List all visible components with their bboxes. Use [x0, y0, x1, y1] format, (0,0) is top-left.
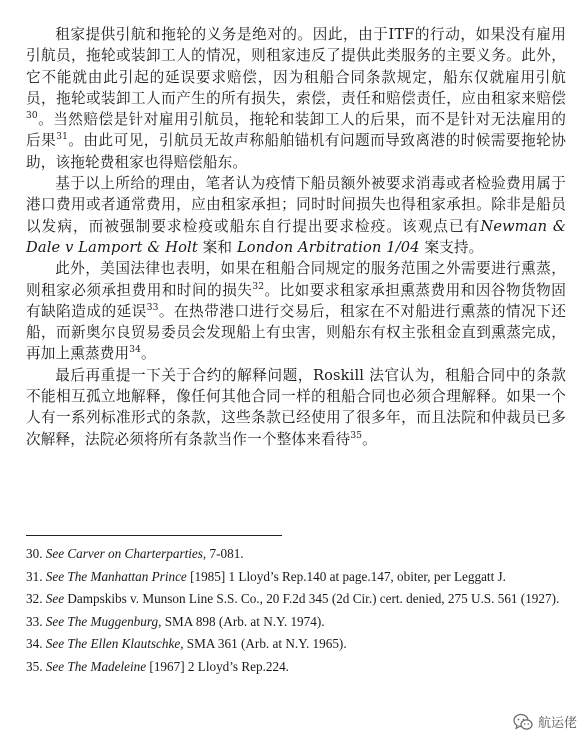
footnote-35 [26, 656, 566, 679]
footnote-31 [26, 566, 566, 589]
text-run: , SMA 361 (Arb. at N.Y. 1965). [180, 636, 347, 651]
paragraph-us-law-fumigation [26, 258, 566, 364]
text-run: Dampskibs v. Munson Line S.S. Co., 20 F.2d 345 (2d Cir.) cert. denied, 275 U.S. 561 (1927). [64, 591, 560, 606]
text-run: 。比如要求租家承担熏蒸费用和因谷物货物固有缺陷造成的延误 [26, 281, 566, 320]
text-run: 32. [26, 591, 46, 606]
text-run: 31. [26, 568, 46, 584]
text-run: [1967] 2 Lloyd’s Rep.224. [146, 658, 289, 674]
text-run: 案支持。 [419, 238, 484, 256]
text-run: 30. [26, 546, 46, 561]
case-citation: See [45, 591, 65, 606]
case-citation: See The Madeleine [45, 658, 147, 674]
text-run: 34. [26, 636, 46, 651]
text-run: 。 [140, 345, 156, 363]
text-run: 租家提供引航和拖轮的义务是绝对的。因此，由于ITF的行动，如果没有雇用引航员，拖轮或装卸工人的情况，则租家违反了提供此类服务的主要义务。此外，它不能就由此引起的延误要求赔偿，因为租船合同条款规定，船东仅就雇用引航员，拖轮或装卸工人而产生的所有损失，索偿，责任和赔偿责任，应由租家来赔偿 [26, 26, 566, 107]
footnote-divider [26, 535, 282, 536]
footnote-ref: 30 [26, 111, 38, 122]
case-citation: See The Muggenburg [45, 613, 159, 629]
footnote-ref: 33 [146, 303, 159, 313]
case-citation: London Arbitration 1/04 [236, 238, 420, 256]
paragraph-author-opinion [26, 173, 566, 258]
footnote-30 [26, 543, 566, 566]
footnote-ref: 34 [129, 345, 141, 356]
watermark [513, 712, 577, 731]
footnote-32 [26, 588, 566, 611]
footnote-33 [26, 611, 566, 634]
paragraph-pilot-tug-obligation [26, 24, 566, 173]
text-run: 35. [26, 658, 46, 674]
footnote-ref: 31 [56, 132, 68, 143]
body-text [26, 24, 566, 450]
text-run: 。由此可见，引航员无故声称船舶锚机有问题而导致离港的时候需要拖轮协助，该拖轮费租家也得赔偿船东。 [26, 132, 566, 171]
watermark-label: 航运佬 [537, 716, 577, 731]
text-run: 33. [26, 613, 46, 629]
text-run: 。 [362, 430, 377, 448]
text-run: [1985] 1 Lloyd’s Rep.140 at page.147, obiter, per Leggatt J. [186, 568, 506, 584]
case-citation: See The Ellen Klautschke [45, 636, 181, 651]
text-run: , 7-081. [202, 546, 244, 561]
case-citation: See Carver on Charterparties [45, 546, 203, 561]
text-run: , SMA 898 (Arb. at N.Y. 1974). [158, 613, 325, 629]
footnote-ref: 35 [350, 430, 363, 441]
footnote-ref: 32 [252, 281, 265, 292]
text-run: 此外，美国法律也表明，如果在租船合同规定的服务范围之外需要进行熏蒸，则租家必须承担费用和时间的损失 [26, 260, 566, 299]
paragraph-contract-interpretation [26, 365, 566, 450]
text-run: 案和 [197, 238, 237, 256]
text-run: 最后再重提一下关于合约的解释问题，Roskill 法官认为，租船合同中的条款不能相互孤立地解释，像任何其他合同一样的租船合同也必须合理解释。如果一个人有一系列标准形式的条款，这些条款已经使用了很多年，而且法院和仲裁员已多次解释，法院必须将所有条款当作一个整体来看待 [26, 366, 566, 448]
text-run: 。当然赔偿是针对雇用引航员，拖轮和装卸工人的后果，而不是针对无法雇用的后果 [26, 111, 566, 150]
footnotes [26, 543, 566, 678]
case-citation: See The Manhattan Prince [45, 568, 187, 584]
text-run: 。在热带港口进行交易后，租家在不对船进行熏蒸的情况下还船，而新奥尔良贸易委员会发现船上有虫害，则船东有权主张租金直到熏蒸完成，再加上熏蒸费用 [26, 302, 567, 363]
footnote-34 [26, 633, 566, 656]
case-citation: Newman & Dale v Lamport & Holt [26, 217, 566, 256]
text-run: 基于以上所给的理由，笔者认为疫情下船员额外被要求消毒或者检验费用属于港口费用或者通常费用，应由租家承担；同时时间损失也得租家承担。除非是船员以发病，而被强制要求检疫或船东自行提出要求检疫。该观点已有 [26, 175, 566, 235]
wechat-icon [513, 713, 533, 731]
